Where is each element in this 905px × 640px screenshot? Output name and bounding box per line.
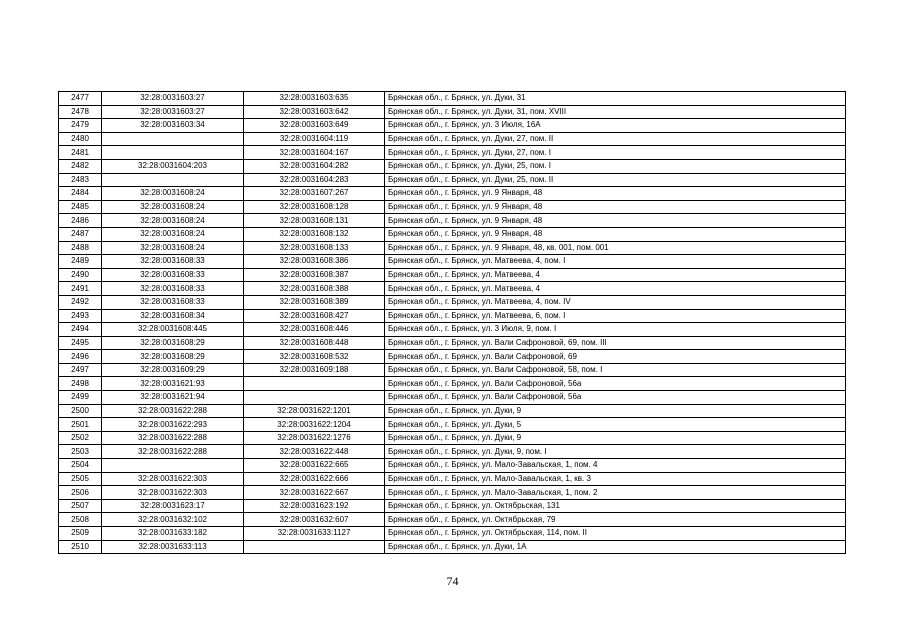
row-number-cell: 2485 — [59, 200, 102, 214]
table-row — [59, 445, 846, 459]
table-row — [59, 200, 846, 214]
table-row — [59, 391, 846, 405]
land-parcel-number-cell — [102, 132, 244, 146]
object-number-cell: 32:28:0031633:1127 — [244, 527, 385, 541]
table-row — [59, 323, 846, 337]
object-number-cell: 32:28:0031608:427 — [244, 309, 385, 323]
object-number-cell: 32:28:0031603:649 — [244, 119, 385, 133]
address-cell: Брянская обл., г. Брянск, ул. 9 Января, 48, кв. 001, пом. 001 — [385, 241, 846, 255]
table-row — [59, 105, 846, 119]
land-parcel-number-cell: 32:28:0031622:303 — [102, 486, 244, 500]
land-parcel-number-cell: 32:28:0031603:34 — [102, 119, 244, 133]
table-row — [59, 255, 846, 269]
land-parcel-number-cell: 32:28:0031603:27 — [102, 105, 244, 119]
page-number: 74 — [446, 574, 459, 588]
row-number-cell: 2495 — [59, 336, 102, 350]
land-parcel-number-cell: 32:28:0031608:24 — [102, 214, 244, 228]
address-cell: Брянская обл., г. Брянск, ул. Вали Сафроновой, 58, пом. I — [385, 363, 846, 377]
address-cell: Брянская обл., г. Брянск, ул. Дуки, 31, пом. XVIII — [385, 105, 846, 119]
address-cell: Брянская обл., г. Брянск, ул. Октябрьская, 131 — [385, 499, 846, 513]
object-number-cell: 32:28:0031622:1204 — [244, 418, 385, 432]
address-cell: Брянская обл., г. Брянск, ул. Октябрьская, 114, пом. II — [385, 527, 846, 541]
table-row — [59, 377, 846, 391]
address-cell: Брянская обл., г. Брянск, ул. Матвеева, 6, пом. I — [385, 309, 846, 323]
land-parcel-number-cell: 32:28:0031608:33 — [102, 282, 244, 296]
address-cell: Брянская обл., г. Брянск, ул. Вали Сафроновой, 69, пом. III — [385, 336, 846, 350]
row-number-cell: 2497 — [59, 363, 102, 377]
object-number-cell: 32:28:0031632:607 — [244, 513, 385, 527]
table-row — [59, 472, 846, 486]
object-number-cell: 32:28:0031622:448 — [244, 445, 385, 459]
address-cell: Брянская обл., г. Брянск, ул. 9 Января, 48 — [385, 200, 846, 214]
table-row — [59, 404, 846, 418]
object-number-cell: 32:28:0031608:532 — [244, 350, 385, 364]
address-cell: Брянская обл., г. Брянск, ул. Вали Сафроновой, 56а — [385, 391, 846, 405]
table-row — [59, 268, 846, 282]
land-parcel-number-cell: 32:28:0031608:24 — [102, 241, 244, 255]
address-cell: Брянская обл., г. Брянск, ул. 9 Января, 48 — [385, 187, 846, 201]
table-row — [59, 295, 846, 309]
address-cell: Брянская обл., г. Брянск, ул. 3 Июля, 9, пом. I — [385, 323, 846, 337]
object-number-cell: 32:28:0031608:128 — [244, 200, 385, 214]
table-row — [59, 282, 846, 296]
table-row — [59, 309, 846, 323]
land-parcel-number-cell: 32:28:0031608:33 — [102, 295, 244, 309]
object-number-cell: 32:28:0031609:188 — [244, 363, 385, 377]
row-number-cell: 2496 — [59, 350, 102, 364]
land-parcel-number-cell: 32:28:0031604:203 — [102, 159, 244, 173]
table-row — [59, 132, 846, 146]
row-number-cell: 2488 — [59, 241, 102, 255]
address-cell: Брянская обл., г. Брянск, ул. Мало-Завальская, 1, кв. 3 — [385, 472, 846, 486]
row-number-cell: 2506 — [59, 486, 102, 500]
row-number-cell: 2504 — [59, 459, 102, 473]
row-number-cell: 2484 — [59, 187, 102, 201]
land-parcel-number-cell: 32:28:0031632:102 — [102, 513, 244, 527]
land-parcel-number-cell: 32:28:0031609:29 — [102, 363, 244, 377]
land-parcel-number-cell: 32:28:0031622:303 — [102, 472, 244, 486]
object-number-cell: 32:28:0031608:446 — [244, 323, 385, 337]
table-row — [59, 499, 846, 513]
table-row — [59, 187, 846, 201]
table-row — [59, 540, 846, 554]
land-parcel-number-cell: 32:28:0031608:24 — [102, 200, 244, 214]
land-parcel-number-cell — [102, 459, 244, 473]
row-number-cell: 2510 — [59, 540, 102, 554]
row-number-cell: 2502 — [59, 431, 102, 445]
table-row — [59, 241, 846, 255]
row-number-cell: 2500 — [59, 404, 102, 418]
object-number-cell: 32:28:0031608:448 — [244, 336, 385, 350]
table-row — [59, 527, 846, 541]
land-parcel-number-cell: 32:28:0031622:288 — [102, 445, 244, 459]
address-cell: Брянская обл., г. Брянск, ул. Дуки, 25, пом. II — [385, 173, 846, 187]
table-row — [59, 418, 846, 432]
address-cell: Брянская обл., г. Брянск, ул. Октябрьская, 79 — [385, 513, 846, 527]
land-parcel-number-cell: 32:28:0031621:93 — [102, 377, 244, 391]
row-number-cell: 2480 — [59, 132, 102, 146]
object-number-cell: 32:28:0031622:667 — [244, 486, 385, 500]
row-number-cell: 2494 — [59, 323, 102, 337]
land-parcel-number-cell: 32:28:0031608:33 — [102, 268, 244, 282]
land-parcel-number-cell: 32:28:0031608:24 — [102, 227, 244, 241]
object-number-cell: 32:28:0031608:133 — [244, 241, 385, 255]
land-parcel-number-cell: 32:28:0031621:94 — [102, 391, 244, 405]
table-row — [59, 227, 846, 241]
object-number-cell: 32:28:0031604:283 — [244, 173, 385, 187]
table-row — [59, 159, 846, 173]
object-number-cell: 32:28:0031607:267 — [244, 187, 385, 201]
row-number-cell: 2501 — [59, 418, 102, 432]
row-number-cell: 2498 — [59, 377, 102, 391]
table-row — [59, 336, 846, 350]
address-cell: Брянская обл., г. Брянск, ул. Дуки, 27, пом. I — [385, 146, 846, 160]
object-number-cell: 32:28:0031623:192 — [244, 499, 385, 513]
row-number-cell: 2509 — [59, 527, 102, 541]
address-cell: Брянская обл., г. Брянск, ул. Дуки, 9 — [385, 404, 846, 418]
object-number-cell: 32:28:0031622:1276 — [244, 431, 385, 445]
table-row — [59, 486, 846, 500]
land-parcel-number-cell: 32:28:0031608:24 — [102, 187, 244, 201]
address-cell: Брянская обл., г. Брянск, ул. Дуки, 27, пом. II — [385, 132, 846, 146]
land-parcel-number-cell: 32:28:0031622:288 — [102, 404, 244, 418]
table-row — [59, 363, 846, 377]
address-cell: Брянская обл., г. Брянск, ул. Матвеева, 4, пом. IV — [385, 295, 846, 309]
land-parcel-number-cell: 32:28:0031608:29 — [102, 336, 244, 350]
row-number-cell: 2478 — [59, 105, 102, 119]
address-cell: Брянская обл., г. Брянск, ул. Мало-Завальская, 1, пом. 2 — [385, 486, 846, 500]
row-number-cell: 2483 — [59, 173, 102, 187]
land-parcel-number-cell — [102, 173, 244, 187]
row-number-cell: 2492 — [59, 295, 102, 309]
address-cell: Брянская обл., г. Брянск, ул. Дуки, 31 — [385, 92, 846, 106]
object-number-cell: 32:28:0031604:119 — [244, 132, 385, 146]
row-number-cell: 2503 — [59, 445, 102, 459]
address-cell: Брянская обл., г. Брянск, ул. Дуки, 25, пом. I — [385, 159, 846, 173]
table-row — [59, 350, 846, 364]
land-parcel-number-cell: 32:28:0031608:445 — [102, 323, 244, 337]
address-cell: Брянская обл., г. Брянск, ул. Дуки, 5 — [385, 418, 846, 432]
object-number-cell: 32:28:0031604:167 — [244, 146, 385, 160]
object-number-cell: 32:28:0031622:666 — [244, 472, 385, 486]
address-cell: Брянская обл., г. Брянск, ул. Матвеева, 4 — [385, 282, 846, 296]
row-number-cell: 2507 — [59, 499, 102, 513]
land-parcel-number-cell: 32:28:0031608:34 — [102, 309, 244, 323]
table-row — [59, 459, 846, 473]
land-parcel-number-cell — [102, 146, 244, 160]
address-cell: Брянская обл., г. Брянск, ул. Дуки, 1А — [385, 540, 846, 554]
row-number-cell: 2489 — [59, 255, 102, 269]
address-cell: Брянская обл., г. Брянск, ул. Дуки, 9 — [385, 431, 846, 445]
object-number-cell — [244, 391, 385, 405]
row-number-cell: 2477 — [59, 92, 102, 106]
land-parcel-number-cell: 32:28:0031633:182 — [102, 527, 244, 541]
object-number-cell: 32:28:0031608:389 — [244, 295, 385, 309]
land-parcel-number-cell: 32:28:0031608:29 — [102, 350, 244, 364]
object-number-cell: 32:28:0031604:282 — [244, 159, 385, 173]
land-parcel-number-cell: 32:28:0031603:27 — [102, 92, 244, 106]
address-cell: Брянская обл., г. Брянск, ул. Матвеева, 4 — [385, 268, 846, 282]
object-number-cell: 32:28:0031603:642 — [244, 105, 385, 119]
land-parcel-number-cell: 32:28:0031622:293 — [102, 418, 244, 432]
address-cell: Брянская обл., г. Брянск, ул. Мало-Завальская, 1, пом. 4 — [385, 459, 846, 473]
address-cell: Брянская обл., г. Брянск, ул. Вали Сафроновой, 56а — [385, 377, 846, 391]
row-number-cell: 2508 — [59, 513, 102, 527]
address-cell: Брянская обл., г. Брянск, ул. Дуки, 9, пом. I — [385, 445, 846, 459]
land-parcel-number-cell: 32:28:0031623:17 — [102, 499, 244, 513]
object-number-cell: 32:28:0031608:387 — [244, 268, 385, 282]
object-number-cell: 32:28:0031622:665 — [244, 459, 385, 473]
land-parcel-number-cell: 32:28:0031608:33 — [102, 255, 244, 269]
row-number-cell: 2490 — [59, 268, 102, 282]
row-number-cell: 2493 — [59, 309, 102, 323]
registry-table-body — [59, 92, 846, 554]
row-number-cell: 2491 — [59, 282, 102, 296]
table-row — [59, 431, 846, 445]
row-number-cell: 2499 — [59, 391, 102, 405]
object-number-cell: 32:28:0031608:132 — [244, 227, 385, 241]
object-number-cell: 32:28:0031608:388 — [244, 282, 385, 296]
land-parcel-number-cell: 32:28:0031633:113 — [102, 540, 244, 554]
table-row — [59, 92, 846, 106]
table-row — [59, 513, 846, 527]
registry-table — [58, 91, 846, 554]
row-number-cell: 2479 — [59, 119, 102, 133]
row-number-cell: 2487 — [59, 227, 102, 241]
address-cell: Брянская обл., г. Брянск, ул. 9 Января, 48 — [385, 227, 846, 241]
row-number-cell: 2486 — [59, 214, 102, 228]
object-number-cell — [244, 540, 385, 554]
object-number-cell: 32:28:0031608:386 — [244, 255, 385, 269]
table-row — [59, 214, 846, 228]
table-row — [59, 173, 846, 187]
address-cell: Брянская обл., г. Брянск, ул. 9 Января, 48 — [385, 214, 846, 228]
object-number-cell: 32:28:0031608:131 — [244, 214, 385, 228]
address-cell: Брянская обл., г. Брянск, ул. 3 Июля, 16А — [385, 119, 846, 133]
address-cell: Брянская обл., г. Брянск, ул. Матвеева, 4, пом. I — [385, 255, 846, 269]
object-number-cell: 32:28:0031622:1201 — [244, 404, 385, 418]
table-row — [59, 119, 846, 133]
table-row — [59, 146, 846, 160]
row-number-cell: 2505 — [59, 472, 102, 486]
row-number-cell: 2481 — [59, 146, 102, 160]
object-number-cell — [244, 377, 385, 391]
object-number-cell: 32:28:0031603:635 — [244, 92, 385, 106]
address-cell: Брянская обл., г. Брянск, ул. Вали Сафроновой, 69 — [385, 350, 846, 364]
land-parcel-number-cell: 32:28:0031622:288 — [102, 431, 244, 445]
row-number-cell: 2482 — [59, 159, 102, 173]
